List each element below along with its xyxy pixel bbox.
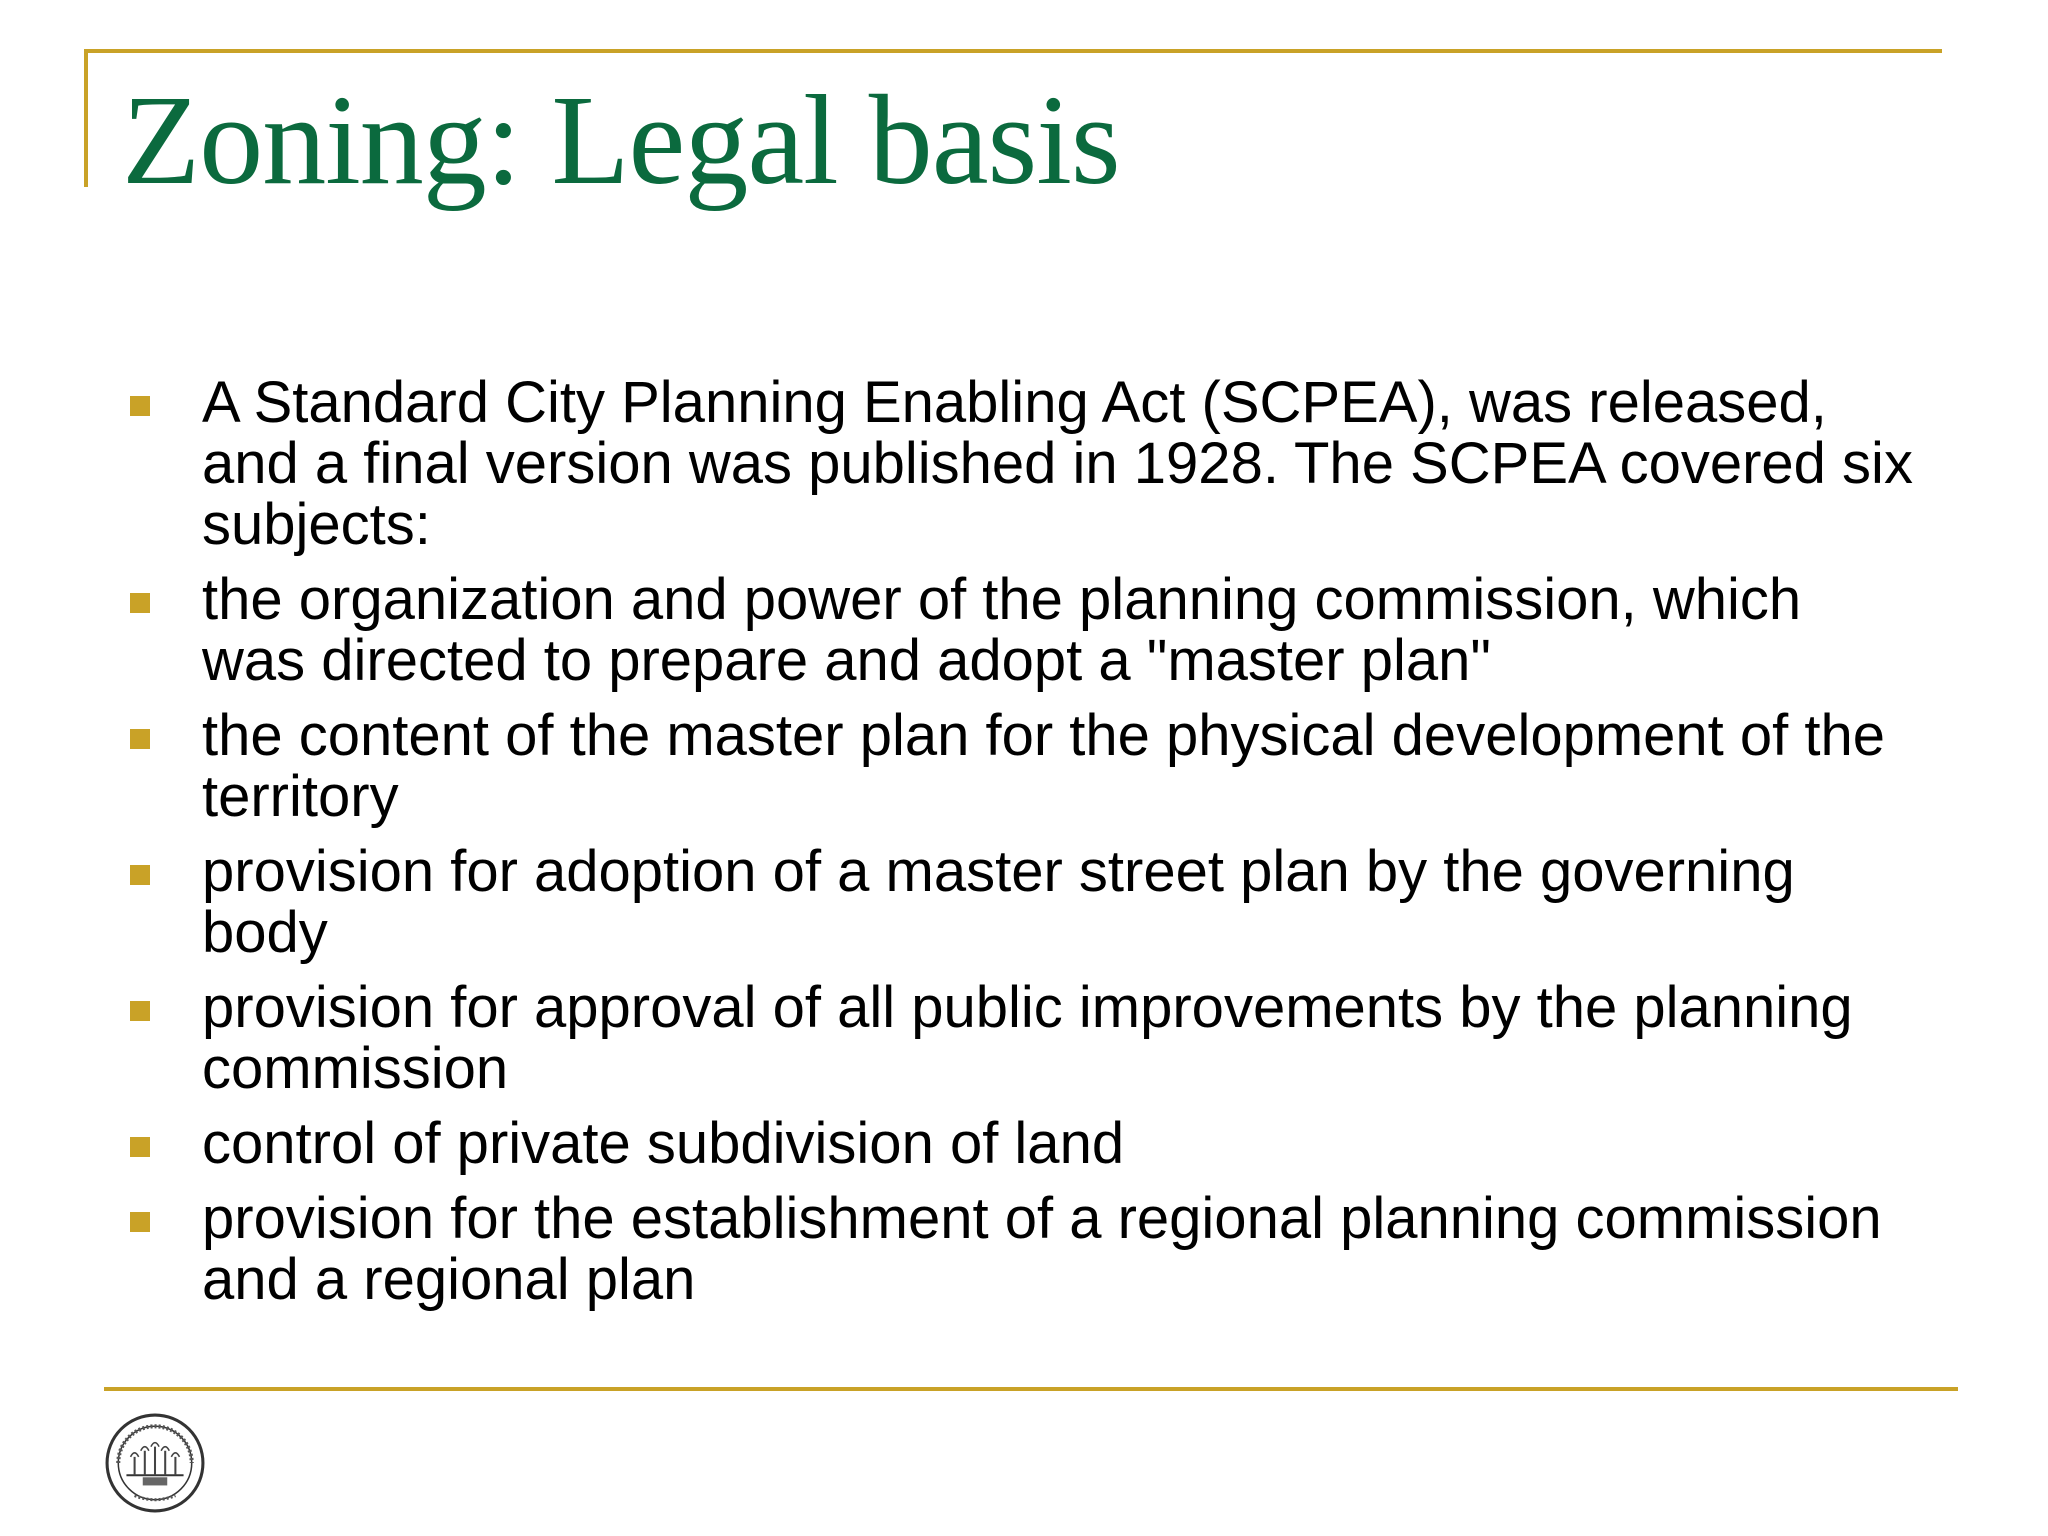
bullet-text: A Standard City Planning Enabling Act (SCPEA), was released, and a final version was published in 1928. The SCPEA covered six subjects: — [202, 370, 1913, 557]
square-bullet-icon — [130, 1212, 150, 1232]
square-bullet-icon — [130, 1001, 150, 1021]
bullet-text: provision for approval of all public improvements by the planning commission — [202, 975, 1853, 1101]
title-left-divider — [84, 49, 88, 187]
square-bullet-icon — [130, 1137, 150, 1157]
bullet-text: the organization and power of the planning commission, which was directed to prepare and adopt a "master plan" — [202, 567, 1802, 693]
square-bullet-icon — [130, 396, 150, 416]
slide-title: Zoning: Legal basis — [122, 69, 1120, 211]
bottom-divider — [104, 1387, 1958, 1391]
bullet-item — [120, 705, 1920, 827]
bullet-item — [120, 569, 1920, 691]
bullet-text: the content of the master plan for the physical development of the territory — [202, 703, 1886, 829]
bullet-item — [120, 1188, 1920, 1310]
bullet-list — [120, 372, 1920, 1324]
bullet-item — [120, 977, 1920, 1099]
top-divider — [84, 49, 1942, 53]
bullet-item — [120, 841, 1920, 963]
square-bullet-icon — [130, 865, 150, 885]
bullet-text: provision for adoption of a master street plan by the governing body — [202, 839, 1795, 965]
bullet-text: provision for the establishment of a regional planning commission and a regional plan — [202, 1186, 1882, 1312]
college-seal-icon — [104, 1412, 206, 1514]
bullet-item — [120, 372, 1920, 555]
square-bullet-icon — [130, 593, 150, 613]
bullet-item — [120, 1113, 1920, 1174]
square-bullet-icon — [130, 729, 150, 749]
bullet-text: control of private subdivision of land — [202, 1111, 1125, 1176]
